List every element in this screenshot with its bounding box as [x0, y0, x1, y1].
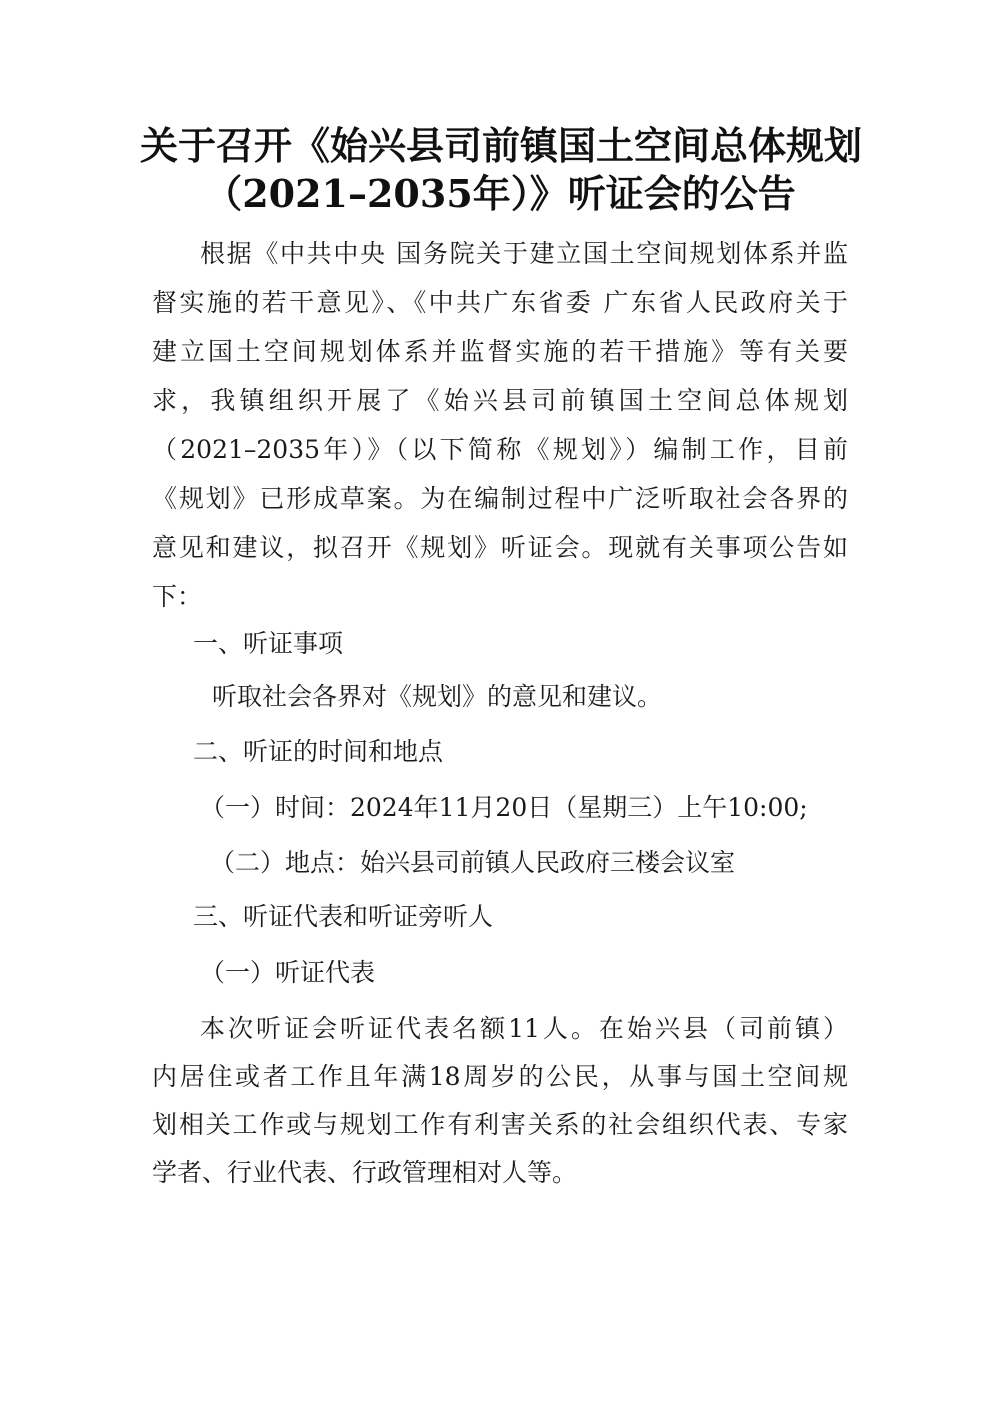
section-2-heading: 二、听证的时间和地点 [193, 737, 444, 766]
intro-line-7: 意见和建议，拟召开《规划》听证会。现就有关事项公告如 [152, 533, 848, 562]
intro-line-3: 建立国土空间规划体系并监督实施的若干措施》等有关要 [152, 337, 848, 366]
title-line-1: 关于召开《始兴县司前镇国土空间总体规划 [140, 123, 863, 168]
section-3-body-line-2: 内居住或者工作且年满18周岁的公民，从事与国土空间规 [152, 1062, 848, 1091]
section-2-time: （一）时间：2024年11月20日（星期三）上午10:00; [200, 793, 808, 822]
section-3-body-line-1: 本次听证会听证代表名额11人。在始兴县（司前镇） [200, 1014, 848, 1043]
intro-line-4: 求，我镇组织开展了《始兴县司前镇国土空间总体规划 [152, 386, 848, 415]
section-3-heading: 三、听证代表和听证旁听人 [193, 902, 494, 931]
intro-line-6: 《规划》已形成草案。为在编制过程中广泛听取社会各界的 [152, 484, 848, 513]
title-line-2: （2021–2035年）》听证会的公告 [204, 171, 796, 216]
section-3-sub1-heading: （一）听证代表 [200, 958, 376, 987]
intro-line-5: （2021–2035年）》（以下简称《规划》）编制工作，目前 [152, 435, 848, 464]
intro-line-8: 下： [152, 582, 203, 611]
section-3-body-line-3: 划相关工作或与规划工作有利害关系的社会组织代表、专家 [152, 1110, 848, 1139]
section-2-place: （二）地点：始兴县司前镇人民政府三楼会议室 [210, 848, 736, 877]
section-3-body-line-4: 学者、行业代表、行政管理相对人等。 [152, 1158, 578, 1187]
intro-line-2: 督实施的若干意见》、《中共广东省委 广东省人民政府关于 [152, 288, 848, 317]
intro-line-1: 根据《中共中央 国务院关于建立国土空间规划体系并监 [200, 239, 848, 268]
section-1-body: 听取社会各界对《规划》的意见和建议。 [212, 682, 663, 711]
section-1-heading: 一、听证事项 [193, 629, 344, 658]
